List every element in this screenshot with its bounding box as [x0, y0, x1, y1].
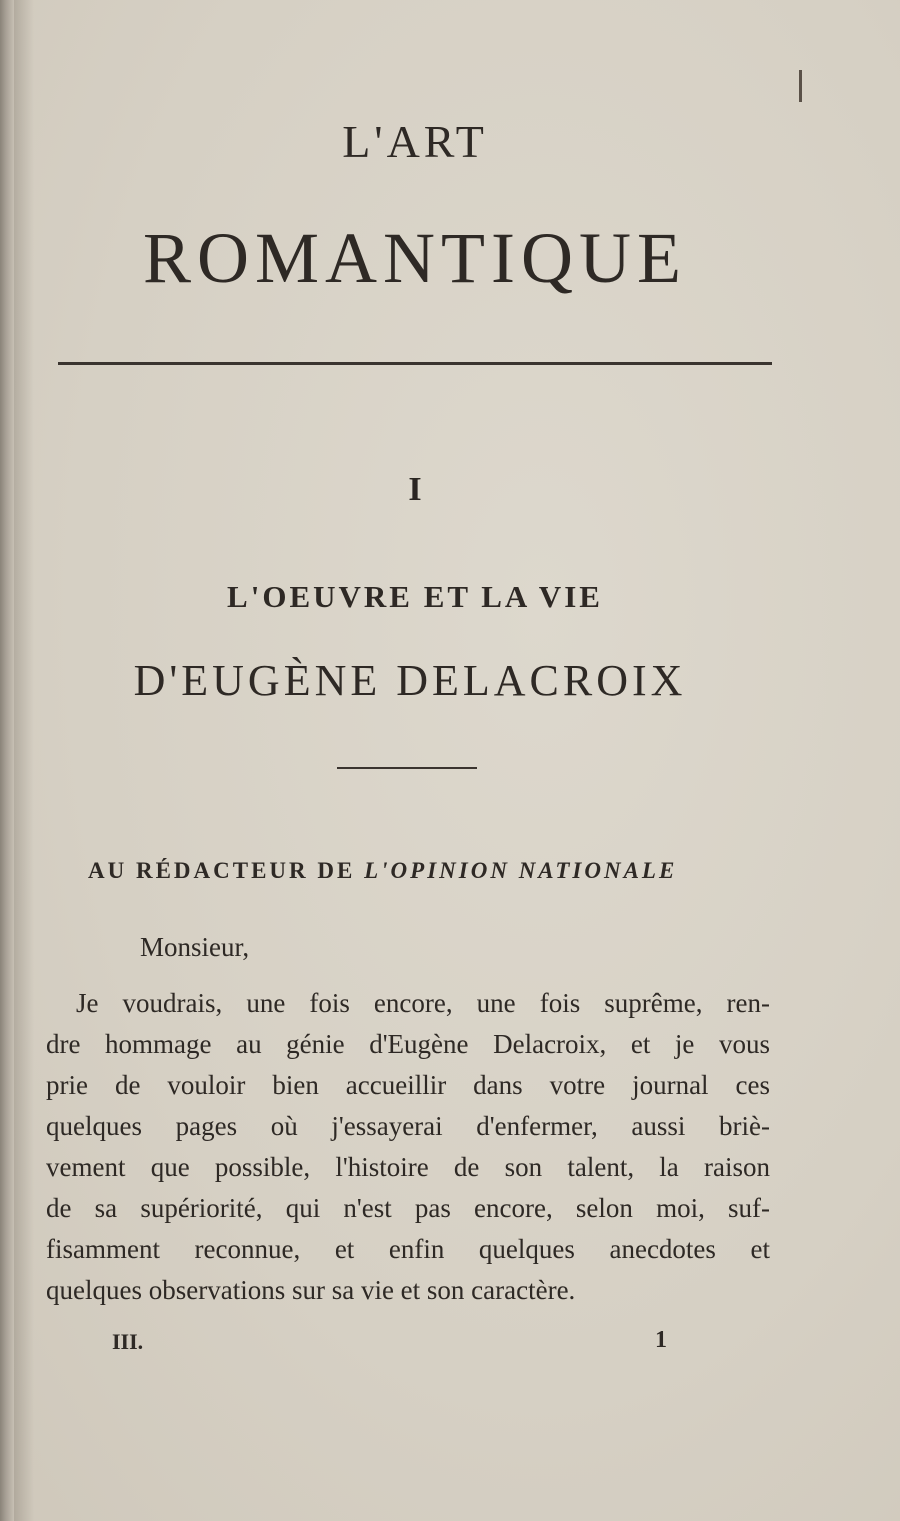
chapter-divider-rule — [337, 767, 477, 769]
letter-salutation: Monsieur, — [140, 932, 250, 962]
body-line: fisamment reconnue, et enfin quelques anecdotes et — [46, 1234, 770, 1264]
body-line: de sa supériorité, qui n'est pas encore, selon moi, suf- — [46, 1193, 770, 1223]
signature-mark: III. — [112, 1329, 144, 1354]
sheet-number: 1 — [655, 1327, 667, 1353]
book-title-line-1: L'ART — [342, 116, 488, 167]
chapter-number: I — [408, 471, 422, 508]
dedication-heading — [88, 856, 768, 886]
chapter-title-line-1: L'OEUVRE ET LA VIE — [227, 579, 603, 614]
body-line: quelques observations sur sa vie et son caractère. — [46, 1275, 576, 1305]
body-line: Je voudrais, une fois encore, une fois suprême, ren- — [76, 988, 770, 1018]
page-edge-mark — [799, 70, 802, 102]
book-title-line-2: ROMANTIQUE — [143, 218, 687, 298]
chapter-title-line-2: D'EUGÈNE DELACROIX — [133, 656, 687, 705]
body-line: dre hommage au génie d'Eugène Delacroix, et je vous — [46, 1029, 770, 1059]
letter-body — [46, 983, 770, 1311]
title-divider-rule — [58, 362, 772, 365]
publication-name: L'OPINION NATIONALE — [364, 858, 678, 883]
body-line: quelques pages où j'essayerai d'enfermer, aussi briè- — [46, 1111, 770, 1141]
body-line: vement que possible, l'histoire de son talent, la raison — [46, 1152, 770, 1182]
body-line: prie de vouloir bien accueillir dans votre journal ces — [46, 1070, 770, 1100]
dedication-prefix: AU RÉDACTEUR DE — [88, 858, 356, 883]
